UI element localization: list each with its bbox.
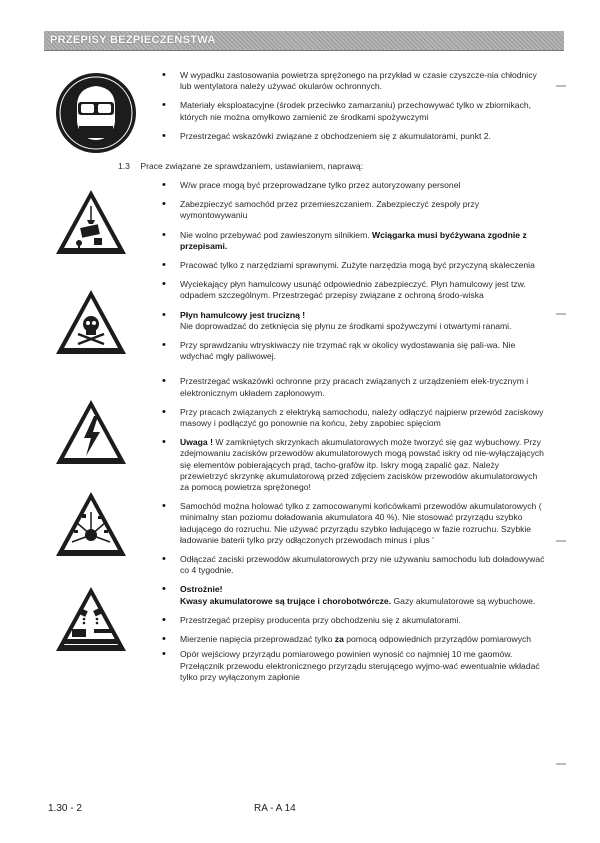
section-title: Prace związane ze sprawdzaniem, ustawianiem, naprawą: [140,161,363,171]
list-item: • Przestrzegać wskazówki ochronne przy pracach związanych z urządzeniem elek-trycznym i elektronicznym układem zapłonowym. [160,376,545,398]
list-item [160,310,545,332]
margin-mark [556,763,566,765]
list-item: • Przestrzegać przepisy producenta przy obchodzeniu się z akumulatorami. [160,615,545,626]
page-number: 1.30 - 2 [48,803,82,814]
main-bullet-list [160,180,545,691]
list-item-emphasis: Wciągarka musi byćżywana zgodnie z przepisami. [180,229,527,251]
list-item: • W/w prace mogą być przeprowadzane tylko przez autoryzowany personel [160,180,545,191]
list-item-text: W zamkniętych skrzynkach akumulatorowych może tworzyć się gaz wybuchowy. Przy zdejmowaniu zacisków przewodów akumulatorowych mogą powstać iskry od nie-wyłączających się elementów pobierających prąd, tacho-grafów itp. Iskry mogą zapalić gaz. Należy przewietrzyć skrzynkę akumulatorową przed zdjęciem zacisków przewodów akumulatorowych za pomocą powietrza sprężonego! [180,437,544,493]
list-item: • Zabezpieczyć samochód przez przemieszczaniem. Zabezpieczyć zespoły przy wymontowywaniu [160,199,545,221]
list-item [160,230,545,252]
suspended-load-warning-icon [54,188,128,256]
list-item-emphasis: Kwasy akumulatorowe są trujące i chorobotwórcze. [180,595,392,606]
list-item: • W wypadku zastosowania powietrza sprężonego na przykład w czasie czyszcze-nia chłodnicy lub wentylatora należy używać okularów ochronnych. [160,70,545,92]
list-item: • Przestrzegać wskazówki związane z obchodzeniem się z akumulatorami, punkt 2. [160,131,545,142]
list-item-text: Mierzenie napięcia przeprowadzać tylko [180,634,335,645]
document-code: RA - A 14 [254,803,296,814]
list-item: • Materiały eksploatacyjne (środek przeciwko zamarzaniu) przechowywać tylko w zbiornikach, których nie można omyłkowo zamienić ze środkami spożywczymi [160,100,545,122]
list-item [160,437,545,493]
list-item-text: Nie doprowadzać do zetknięcia się płynu ze środkami spożywczymi i otwartymi ranami. [180,320,512,331]
list-item-emphasis: Uwaga ! [180,437,213,448]
section-number: 1.3 [118,161,130,171]
margin-mark [556,313,566,315]
list-item: • Odłączać zaciski przewodów akumulatorowych przy nie używaniu samochodu lub doładowywać co 4 tygodnie. [160,554,545,576]
header-title: PRZEPISY BEZPIECZEŃSTWA [50,34,216,46]
electrical-hazard-icon [54,398,128,466]
list-item-text: Gazy akumulatorowe są wybuchowe. [391,595,536,606]
section-heading [118,161,363,171]
list-item: • Pracować tylko z narzędziami sprawnymi. Zużyte narzędzia mogą być przyczyną skaleczenia [160,260,545,271]
list-item: • Przy sprawdzaniu wtryskiwaczy nie trzymać rąk w okolicy wydostawania się pali-wa. Nie wdychać mgły paliwowej. [160,340,545,362]
poison-warning-icon [54,288,128,356]
margin-mark [556,85,566,87]
list-item: • Opór wejściowy przyrządu pomiarowego powinien wynosić co najmniej 10 me gaomów. Przełącznik przewodu elektronicznego przyrządu sterującego wyjmo-wać ewentualnie wkładać tylko przy wyłączonym zapłonie [160,649,545,683]
list-item-emphasis: za [334,634,344,645]
top-bullet-list [160,70,545,150]
explosion-warning-icon [54,490,128,558]
list-item: • Przy pracach związanych z elektryką samochodu, należy odłączyć najpierw przewód zaciskowy masowy i podłączyć go ponownie na końcu, żeby zapobiec spięciom [160,407,545,429]
list-item: • Wyciekający płyn hamulcowy usunąć odpowiednio zabezpieczyć. Płyn hamulcowy jest tzw. odpadem szczególnym. Przestrzegać przepisy związane z ochroną środo-wiska [160,279,545,301]
list-item [160,634,545,645]
goggles-icon [55,72,137,154]
section-header-bar [44,31,564,51]
list-item [160,584,545,606]
corrosive-warning-icon [54,585,128,653]
list-item-emphasis: Ostrożnie! [180,584,223,595]
list-item-text: Nie wolno przebywać pod zawieszonym silnikiem. [180,229,373,240]
margin-mark [556,540,566,542]
list-item: • Samochód można holować tylko z zamocowanymi końcówkami przewodów akumulatorowych ( minimalny stan poziomu doładowania akumulatora 40 %). Nie stosować przyrządu szybko ładującego do rozruchu. Nie używać przyrządu szybko ładującego w fazie rozruchu. Szybkie ładowanie baterii tylko przy odłączonych przewodach minus i plus ' [160,501,545,546]
list-item-emphasis: Płyn hamulcowy jest trucizną ! [180,309,306,320]
list-item-text: pomocą odpowiednich przyrządów pomiarowych [343,634,532,645]
